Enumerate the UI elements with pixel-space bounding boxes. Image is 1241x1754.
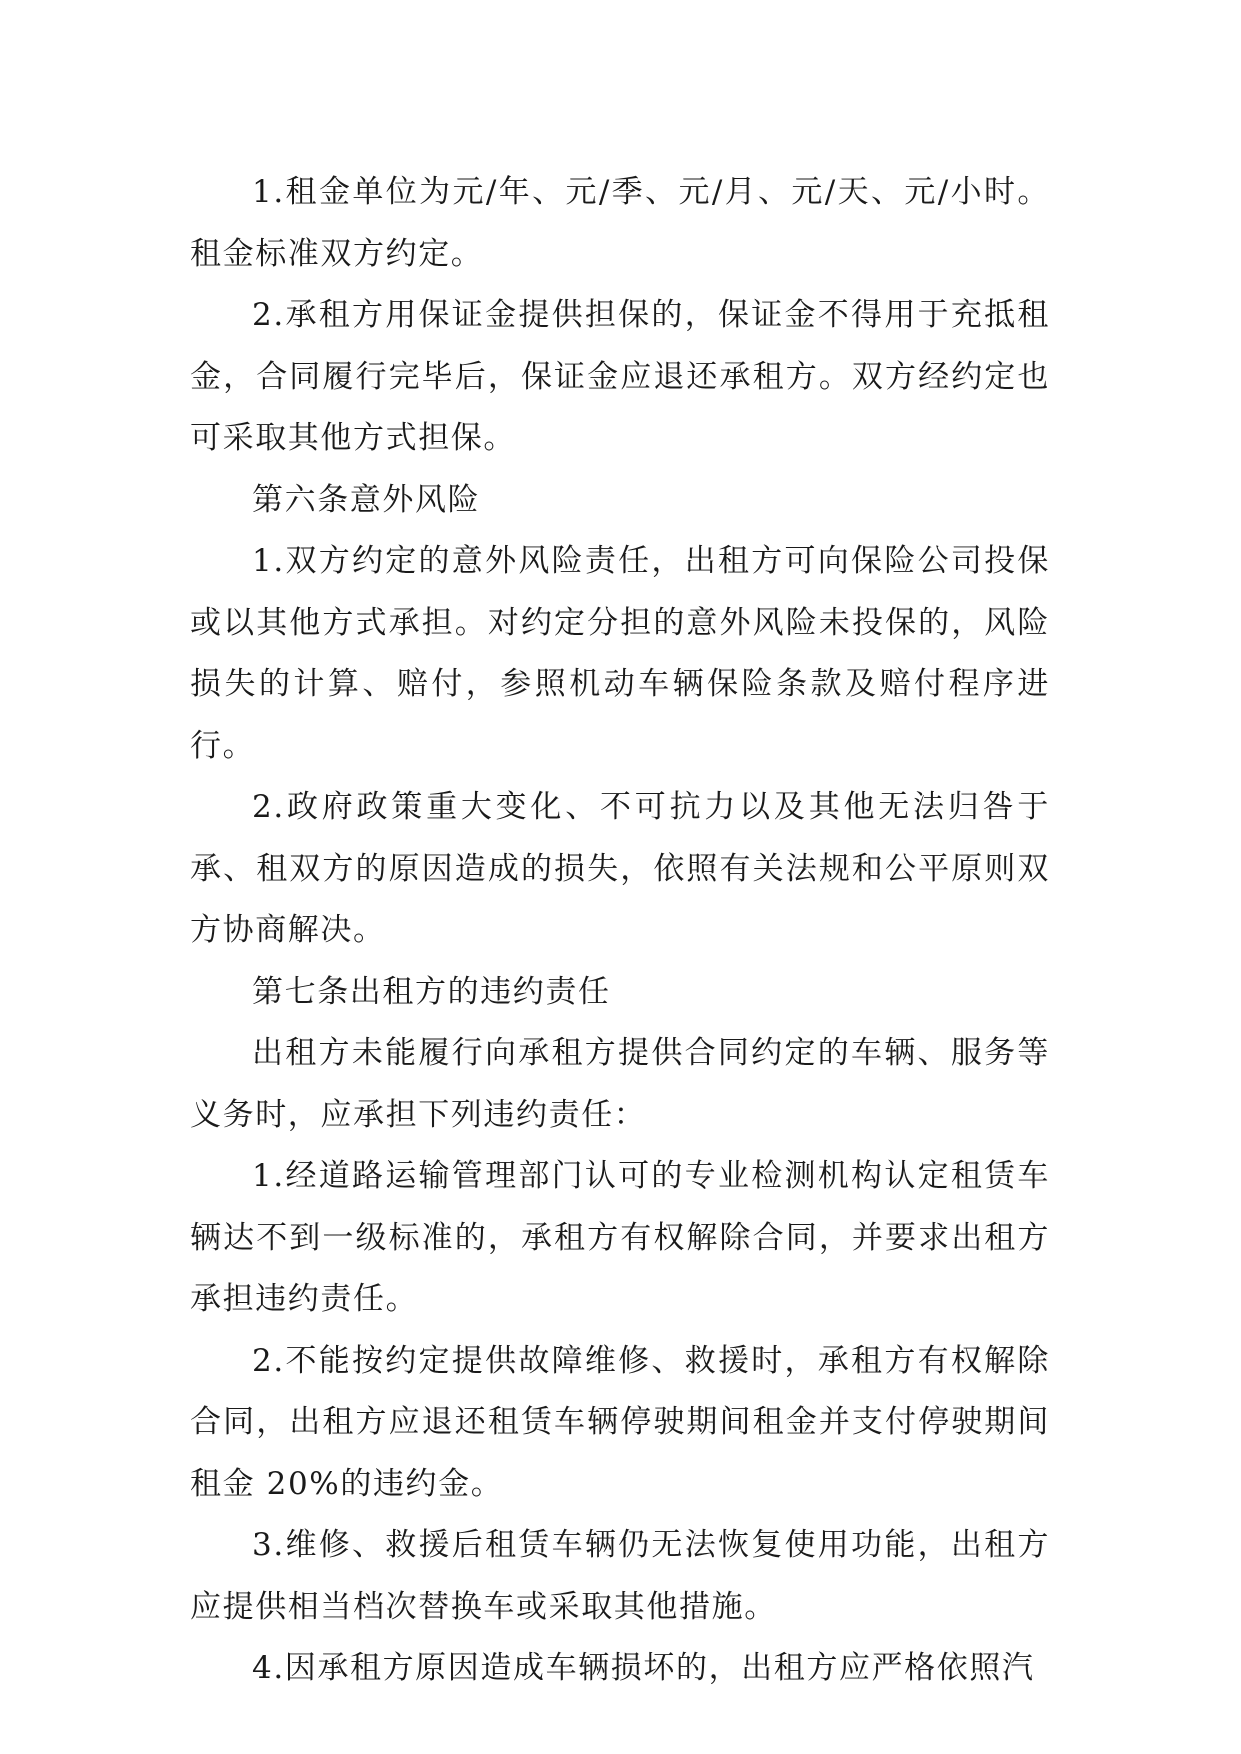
section-heading-article-7: 第七条出租方的违约责任 [252,973,611,1010]
paragraph-lessor-liability-4: 4.因承租方原因造成车辆损坏的，出租方应严格依照汽 [252,1650,1035,1686]
paragraph-lessor-liability-3: 3.维修、救援后租赁车辆仍无法恢复使用功能，出租方应提供相当档次替换车或采取其他措施。 [190,1527,1050,1625]
paragraph-lessor-liability-2: 2.不能按约定提供故障维修、救援时，承租方有权解除合同，出租方应退还租赁车辆停驶期间租金并支付停驶期间租金 20%的违约金。 [190,1342,1050,1502]
paragraph-lessor-liability-1: 1.经道路运输管理部门认可的专业检测机构认定租赁车辆达不到一级标准的，承租方有权解除合同，并要求出租方承担违约责任。 [190,1158,1050,1317]
paragraph-deposit: 2.承租方用保证金提供担保的，保证金不得用于充抵租金，合同履行完毕后，保证金应退还承租方。双方经约定也可采取其他方式担保。 [190,297,1050,456]
paragraph-rent-unit: 1.租金单位为元/年、元/季、元/月、元/天、元/小时。租金标准双方约定。 [190,174,1050,272]
document-body [190,162,1050,1700]
paragraph-accident-risk-2: 2.政府政策重大变化、不可抗力以及其他无法归咎于承、租双方的原因造成的损失，依照有关法规和公平原则双方协商解决。 [190,789,1050,948]
paragraph-lessor-liability-intro: 出租方未能履行向承租方提供合同约定的车辆、服务等义务时，应承担下列违约责任： [190,1035,1050,1133]
paragraph-accident-risk-1: 1.双方约定的意外风险责任，出租方可向保险公司投保或以其他方式承担。对约定分担的意外风险未投保的，风险损失的计算、赔付，参照机动车辆保险条款及赔付程序进行。 [190,543,1050,764]
section-heading-article-6: 第六条意外风险 [252,481,481,518]
